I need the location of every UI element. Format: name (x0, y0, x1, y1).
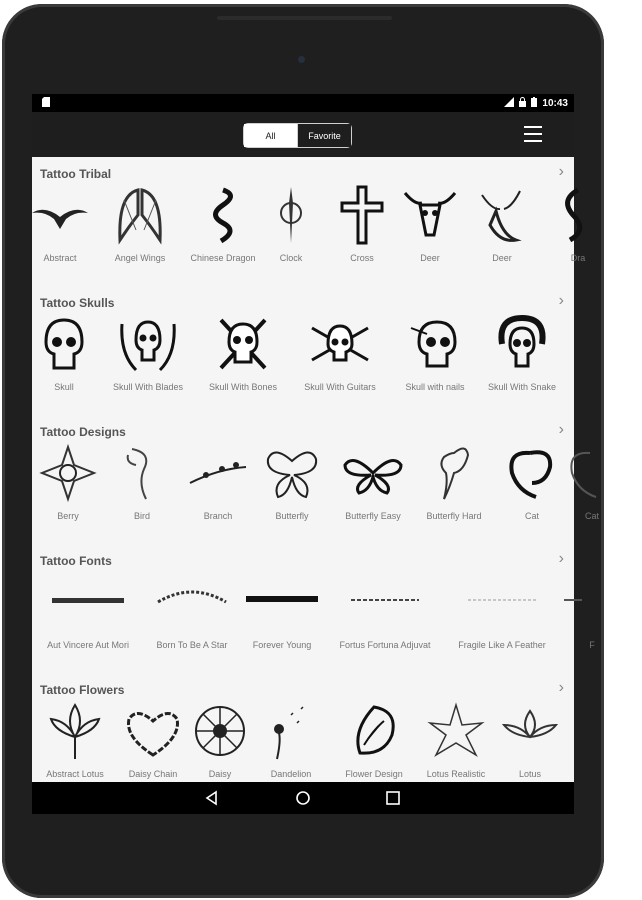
tribal-clock-icon (261, 185, 321, 245)
tattoo-item[interactable]: Butterfly (252, 443, 332, 533)
section-title: Tattoo Flowers (40, 683, 125, 697)
tattoo-item[interactable]: Lotus Realistic (416, 701, 496, 791)
section-tattoo-designs (32, 415, 599, 544)
tattoo-item[interactable]: Butterfly Easy (333, 443, 413, 533)
section-title: Tattoo Designs (40, 425, 126, 439)
tattoo-item[interactable]: Berry (28, 443, 108, 533)
tab-favorite[interactable]: Favorite (297, 124, 351, 147)
chevron-right-icon[interactable]: › (558, 679, 564, 696)
daisy-icon (190, 701, 250, 761)
deer-icon (472, 185, 532, 245)
speaker-grille (217, 16, 392, 20)
back-icon[interactable] (202, 788, 222, 808)
category-list (32, 157, 599, 782)
signal-icon (504, 97, 514, 110)
section-title: Tattoo Fonts (40, 554, 112, 568)
tattoo-item[interactable]: Fragile Like A Feather (462, 572, 542, 662)
font-script-icon (252, 572, 312, 632)
chinese-dragon-icon (193, 185, 253, 245)
lotus-realistic-icon (426, 701, 486, 761)
section-title: Tattoo Skulls (40, 296, 115, 310)
tattoo-item[interactable]: Abstract (20, 185, 100, 275)
tablet-frame (2, 4, 604, 898)
tattoo-item[interactable]: Skull With Guitars (300, 314, 380, 404)
tattoo-item[interactable]: Daisy Chain (113, 701, 193, 791)
battery-icon (531, 97, 537, 110)
skull-icon (34, 314, 94, 374)
tattoo-item[interactable]: Skull (24, 314, 104, 404)
section-tattoo-tribal (32, 157, 586, 286)
tattoo-item[interactable]: Dandelion (251, 701, 331, 791)
tattoo-item[interactable]: Cat (552, 443, 632, 533)
hamburger-menu-icon[interactable] (524, 126, 542, 142)
screen (32, 94, 599, 814)
lotus-icon (45, 701, 105, 761)
angel-wings-icon (110, 185, 170, 245)
font-script-icon (162, 572, 222, 632)
tattoo-item[interactable]: Skull With Blades (108, 314, 188, 404)
chevron-right-icon[interactable]: › (558, 421, 564, 438)
tattoo-item[interactable]: Skull With Snake (482, 314, 562, 404)
butterfly-icon (262, 443, 322, 503)
clock-time: 10:43 (542, 98, 568, 109)
lock-icon (519, 97, 526, 110)
tattoo-item[interactable]: Skull With Bones (203, 314, 283, 404)
tattoo-item[interactable]: Skull with nails (395, 314, 475, 404)
dragon-icon (548, 185, 608, 245)
tattoo-item[interactable]: Daisy (180, 701, 260, 791)
home-icon[interactable] (293, 788, 313, 808)
butterfly-easy-icon (343, 443, 403, 503)
recents-icon[interactable] (383, 788, 403, 808)
font-script-icon (472, 572, 532, 632)
font-script-icon (562, 572, 622, 632)
tattoo-item[interactable]: Deer (390, 185, 470, 275)
cat-icon (562, 443, 622, 503)
flower-design-icon (344, 701, 404, 761)
tattoo-item[interactable]: Forever Young (242, 572, 322, 662)
tattoo-item[interactable]: Branch (178, 443, 258, 533)
chevron-right-icon[interactable]: › (558, 163, 564, 180)
tattoo-item[interactable]: Flower Design (334, 701, 414, 791)
tribal-abstract-icon (30, 185, 90, 245)
app-bar (32, 112, 574, 157)
tattoo-item[interactable]: Chinese Dragon (183, 185, 263, 275)
skull-snake-icon (492, 314, 552, 374)
section-tattoo-skulls (32, 286, 574, 415)
tattoo-item[interactable]: Angel Wings (100, 185, 180, 275)
chevron-right-icon[interactable]: › (558, 550, 564, 567)
lotus-icon (500, 701, 560, 761)
tattoo-item[interactable]: Butterfly Hard (414, 443, 494, 533)
tattoo-item[interactable]: Lotus (490, 701, 570, 791)
skull-guitars-icon (310, 314, 370, 374)
chevron-right-icon[interactable]: › (558, 292, 564, 309)
tab-all[interactable]: All (244, 124, 297, 147)
tattoo-item[interactable]: Bird (102, 443, 182, 533)
skull-blades-icon (118, 314, 178, 374)
tattoo-item[interactable]: F (552, 572, 632, 662)
tattoo-item[interactable]: Aut Vincere Aut Mori (48, 572, 128, 662)
bird-icon (112, 443, 172, 503)
tattoo-item[interactable]: Clock (251, 185, 331, 275)
skull-bones-icon (213, 314, 273, 374)
deer-skull-icon (400, 185, 460, 245)
font-script-icon (58, 572, 118, 632)
branch-icon (188, 443, 248, 503)
dandelion-icon (261, 701, 321, 761)
berry-mandala-icon (38, 443, 98, 503)
tribal-cross-icon (332, 185, 392, 245)
font-script-icon (355, 572, 415, 632)
butterfly-hard-icon (424, 443, 484, 503)
tattoo-item[interactable]: Fortus Fortuna Adjuvat (345, 572, 425, 662)
status-bar (32, 94, 574, 112)
tattoo-item[interactable]: Cat (492, 443, 572, 533)
camera-icon (298, 56, 305, 63)
tattoo-item[interactable]: Born To Be A Star (152, 572, 232, 662)
section-title: Tattoo Tribal (40, 167, 112, 181)
section-tattoo-fonts (32, 544, 595, 673)
skull-nails-icon (405, 314, 465, 374)
tattoo-item[interactable]: Deer (462, 185, 542, 275)
filter-segmented-control (243, 123, 352, 148)
tattoo-item[interactable]: Abstract Lotus (35, 701, 115, 791)
tattoo-item[interactable]: Dra (538, 185, 618, 275)
daisy-chain-icon (123, 701, 183, 761)
sd-card-icon (42, 97, 50, 110)
navigation-bar (32, 782, 574, 814)
tattoo-item[interactable]: Cross (322, 185, 402, 275)
